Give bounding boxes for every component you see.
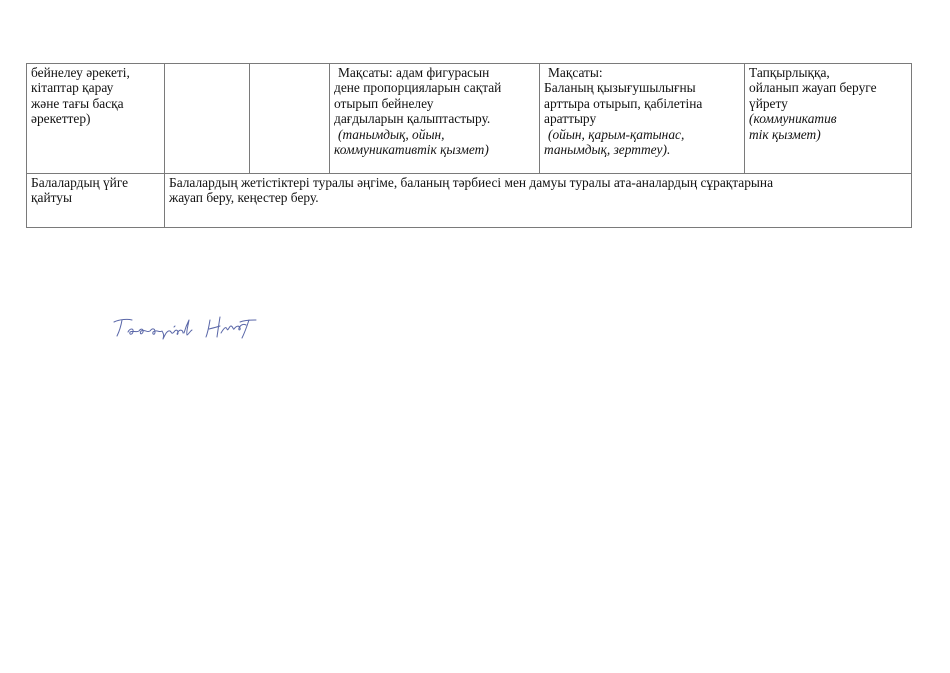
table-row (27, 174, 912, 228)
table-row (27, 64, 912, 174)
activity-type-line: танымдық, зерттеу). (544, 142, 671, 158)
cell-text-line: Балалардың жетістіктері туралы әңгіме, баланың тәрбиесі мен дамуы туралы ата-аналардың сұрақтарына (169, 175, 774, 190)
handwritten-signature (108, 308, 268, 348)
goal-text-line: отырып бейнелеу (334, 95, 434, 111)
goal-cell-figure-drawing (330, 64, 540, 174)
going-home-label-cell (27, 174, 165, 228)
activity-type-line: (танымдық, ойын, (338, 126, 445, 142)
goal-text-line: дағдыларын қалыптастыру. (334, 111, 491, 127)
goal-text-line: Мақсаты: адам фигурасын (338, 65, 490, 80)
activity-type-line: тік қызмет) (749, 126, 821, 142)
goal-text-line: Мақсаты: (548, 65, 603, 80)
activity-type-line: коммуникативтік қызмет) (334, 142, 489, 158)
activity-name-cell (27, 64, 165, 174)
goal-text-line: үйрету (749, 95, 788, 111)
cell-text-line: әрекеттер) (31, 111, 91, 127)
activity-type-line: (ойын, қарым-қатынас, (548, 126, 685, 142)
cell-text-line: және тағы басқа (31, 95, 124, 111)
goal-text-line: арттыра отырып, қабілетіна (544, 95, 703, 111)
goal-cell-interest (540, 64, 745, 174)
activity-type-line: (коммуникатив (749, 111, 837, 127)
goal-text-line: Тапқырлыққа, (749, 65, 830, 80)
goal-text-line: араттыру (544, 111, 597, 127)
goal-text-line: Баланың қызығушылығны (544, 80, 696, 96)
goal-text-line: дене пропорцияларын сақтай (334, 80, 502, 96)
cell-text-line: кітаптар қарау (31, 80, 114, 96)
going-home-content-cell (165, 174, 912, 228)
lesson-plan-table (26, 63, 912, 228)
goal-text-line: ойланып жауап беруге (749, 80, 877, 96)
goal-cell-ingenuity (745, 64, 912, 174)
cell-text-line: қайтуы (31, 190, 72, 206)
empty-cell (250, 64, 330, 174)
cell-text-line: бейнелеу әрекеті, (31, 65, 130, 80)
cell-text-line: жауап беру, кеңестер беру. (169, 190, 319, 206)
cell-text-line: Балалардың үйге (31, 175, 129, 190)
empty-cell (165, 64, 250, 174)
